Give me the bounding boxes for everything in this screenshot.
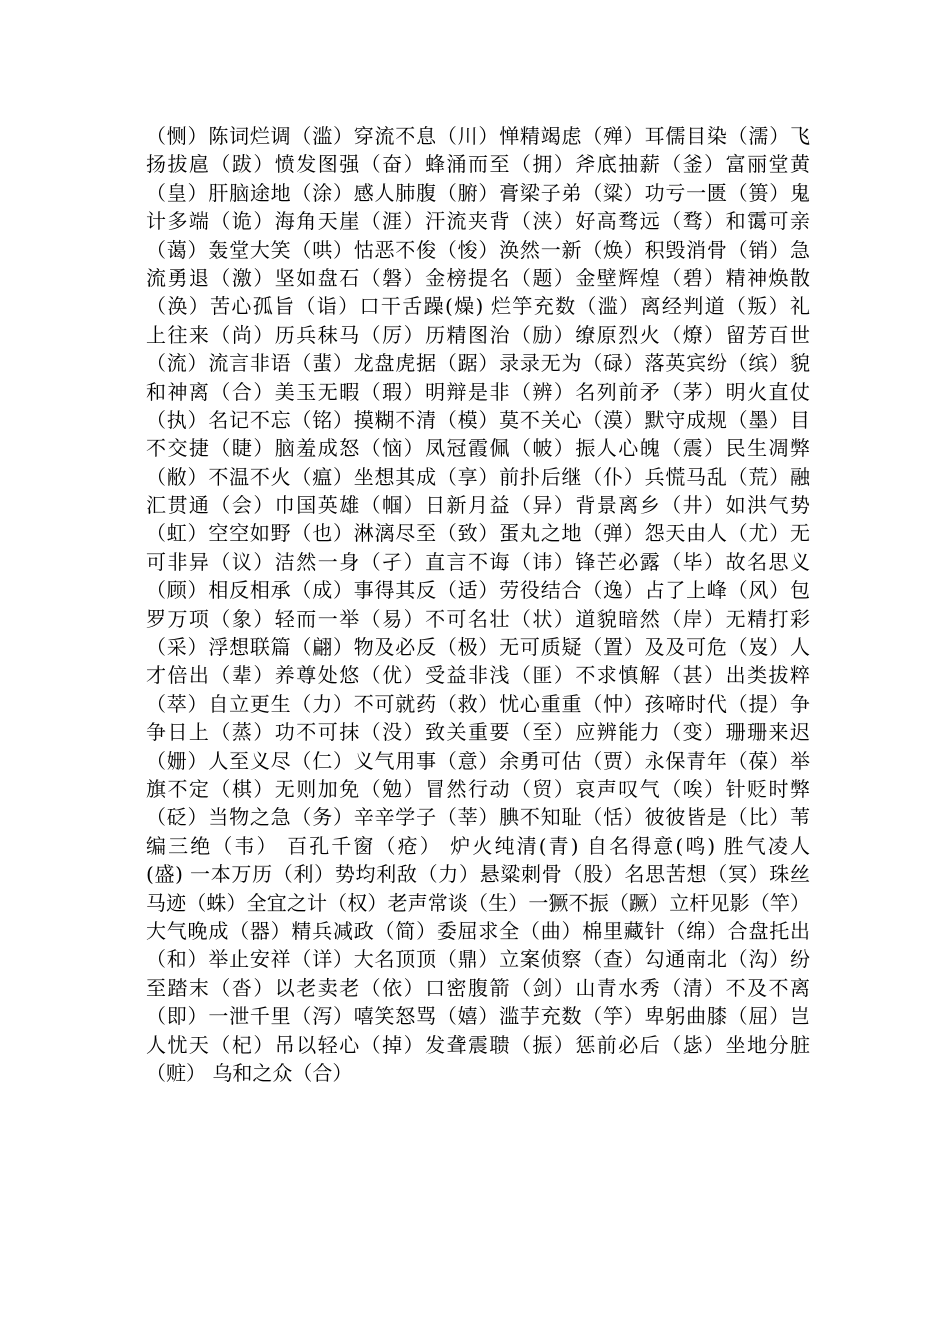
text-line: 不交捷（睫）脑羞成怒（恼）凤冠霞佩（帔）振人心魄（震）民生凋弊 bbox=[146, 436, 810, 461]
text-line: （采）浮想联篇（翩）物及必反（极）无可质疑（置）及及可危（岌）人 bbox=[146, 635, 810, 660]
text-line: （姗）人至义尽（仁）义气用事（意）余勇可估（贾）永保青年（葆）举 bbox=[146, 748, 810, 773]
text-line: （虹）空空如野（也）淋漓尽至（致）蛋丸之地（弹）怨天由人（尤）无 bbox=[146, 521, 810, 546]
text-line: （蔼）轰堂大笑（哄）怙恶不俊（悛）涣然一新（焕）积毁消骨（销）急 bbox=[146, 237, 810, 262]
text-line: 才倍出（辈）养尊处悠（优）受益非浅（匪）不求慎解（甚）出类拔粹 bbox=[146, 663, 810, 688]
text-line: 争日上（蒸）功不可抹（没）致关重要（至）应辨能力（变）珊珊来迟 bbox=[146, 720, 810, 745]
text-line: （即）一泄千里（泻）嘻笑怒骂（嬉）滥芋充数（竽）卑躬曲膝（屈）岂 bbox=[146, 1004, 810, 1029]
text-line: 罗万项（象）轻而一举（易）不可名壮（状）道貌暗然（岸）无精打彩 bbox=[146, 606, 810, 631]
text-line: （执）名记不忘（铭）摸糊不清（模）莫不关心（漠）默守成规（墨）目 bbox=[146, 407, 810, 432]
text-line: 汇贯通（会）巾国英雄（帼）日新月益（异）背景离乡（井）如洪气势 bbox=[146, 493, 810, 518]
text-line: 马迹（蛛）全宜之计（权）老声常谈（生）一獗不振（蹶）立杆见影（竿） bbox=[146, 890, 810, 915]
text-line: 大气晚成（器）精兵减政（简）委屈求全（曲）棉里藏针（绵）合盘托出 bbox=[146, 918, 810, 943]
text-line: （敝）不温不火（瘟）坐想其成（享）前扑后继（仆）兵慌马乱（荒）融 bbox=[146, 464, 810, 489]
text-line: （皇）肝脑途地（涂）感人肺腹（腑）膏梁子弟（粱）功亏一匮（篑）鬼 bbox=[146, 180, 810, 205]
text-line: 扬拔扈（跋）愤发图强（奋）蜂涌而至（拥）斧底抽薪（釜）富丽堂黄 bbox=[146, 152, 810, 177]
text-line: （赃） 乌和之众（合） bbox=[146, 1060, 353, 1085]
text-line: 计多端（诡）海角天崖（涯）汗流夹背（浃）好高骛远（骛）和霭可亲 bbox=[146, 209, 810, 234]
text-line: 至踏末（沓）以老卖老（依）口密腹箭（剑）山青水秀（清）不及不离 bbox=[146, 975, 810, 1000]
text-line: （流）流言非语（蜚）龙盘虎据（踞）录录无为（碌）落英宾纷（缤）貌 bbox=[146, 351, 810, 376]
text-line: 上往来（尚）历兵秣马（厉）历精图治（励）缭原烈火（燎）留芳百世 bbox=[146, 322, 810, 347]
text-line: （顾）相反相承（成）事得其反（适）劳役结合（逸）占了上峰（风）包 bbox=[146, 578, 810, 603]
text-line: 可非异（议）洁然一身（孑）直言不诲（讳）锋芒必露（毕）故名思义 bbox=[146, 549, 810, 574]
text-line: 流勇退（激）坚如盘石（磐）金榜提名（题）金壁辉煌（碧）精神焕散 bbox=[146, 265, 810, 290]
text-line: （萃）自立更生（力）不可就药（救）忧心重重（忡）孩啼时代（提）争 bbox=[146, 691, 810, 716]
text-line: 旗不定（棋）无则加免（勉）冒然行动（贸）哀声叹气（唉）针贬时弊 bbox=[146, 776, 810, 801]
text-line: 人忧天（杞）吊以轻心（掉）发聋震聩（振）惩前必后（毖）坐地分脏 bbox=[146, 1032, 810, 1057]
text-line: （砭）当物之急（务）辛辛学子（莘）腆不知耻（恬）彼彼皆是（比）苇 bbox=[146, 805, 810, 830]
text-line: （涣）苦心孤旨（诣）口干舌躁(燥) 烂竽充数（滥）离经判道（叛）礼 bbox=[146, 294, 810, 319]
text-line: 和神离（合）美玉无暇（瑕）明辩是非（辨）名列前矛（茅）明火直仗 bbox=[146, 379, 810, 404]
text-line: （恻）陈词烂调（滥）穿流不息（川）惮精竭虑（殚）耳儒目染（濡）飞 bbox=[146, 124, 810, 148]
idiom-correction-text bbox=[146, 122, 810, 1087]
text-line: (盛) 一本万历（利）势均利敌（力）悬粱刺骨（股）名思苦想（冥）珠丝 bbox=[146, 862, 810, 887]
text-line: 编三绝（韦） 百孔千窗（疮） 炉火纯清(青) 自名得意(鸣) 胜气凌人 bbox=[146, 833, 810, 858]
text-line: （和）举止安祥（详）大名顶顶（鼎）立案侦察（查）勾通南北（沟）纷 bbox=[146, 947, 810, 972]
